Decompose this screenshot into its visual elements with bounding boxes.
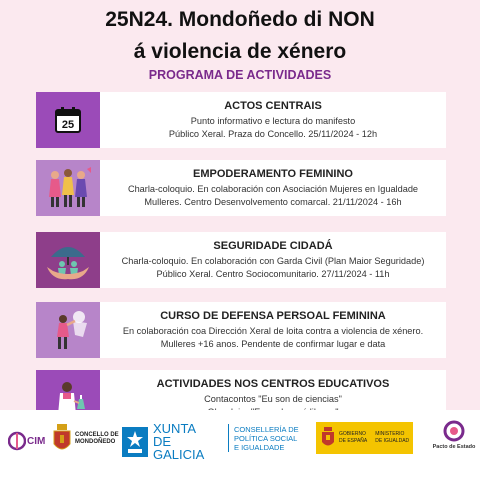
activity-icon-box bbox=[36, 232, 100, 288]
activity-line: En colaboración coa Dirección Xeral de loita contra a violencia de xénero. bbox=[122, 326, 424, 336]
sponsors-footer bbox=[0, 410, 480, 480]
title-line-1: 25N24. Mondoñedo di NON bbox=[105, 8, 375, 31]
activity-card-defensa-persoal bbox=[36, 302, 446, 358]
activity-line: Mulleres +16 anos. Pendente de confirmar lugar e data bbox=[160, 338, 386, 349]
ministerio-line-1: MINISTERIO bbox=[375, 431, 405, 437]
self-defense-icon bbox=[43, 307, 93, 353]
pacto-logo bbox=[434, 420, 474, 450]
cim-emblem-icon bbox=[8, 430, 26, 452]
calendar-icon bbox=[53, 105, 83, 135]
calendar-day: 25 bbox=[61, 119, 75, 131]
spain-coat-of-arms-icon bbox=[320, 427, 336, 449]
program-subtitle: PROGRAMA DE ACTIVIDADES bbox=[148, 68, 332, 82]
conselleria-line-3: E IGUALDADE bbox=[234, 442, 285, 452]
conselleria-line-1: CONSELLERÍA DE bbox=[234, 424, 299, 434]
pacto-text: Pacto de Estado bbox=[432, 444, 476, 450]
title-line-2: á violencia de xénero bbox=[133, 40, 347, 63]
activity-line: Contacontos "Eu son de ciencias" bbox=[204, 394, 342, 404]
activity-line: Punto informativo e lectura do manifesto bbox=[190, 116, 356, 126]
conselleria-line-2: POLÍTICA SOCIAL bbox=[234, 433, 298, 443]
activity-text bbox=[100, 232, 446, 288]
activity-title: EMPODERAMENTO FEMININO bbox=[193, 168, 353, 180]
ministerio-line-2: DE IGUALDAD bbox=[375, 438, 410, 444]
activity-title: ACTIVIDADES NOS CENTROS EDUCATIVOS bbox=[156, 378, 390, 390]
activity-line: Público Xeral. Centro Sociocomunitario. 27/11/2024 - 11h bbox=[156, 268, 390, 279]
activity-card-actos-centrais bbox=[36, 92, 446, 148]
cim-logo bbox=[8, 430, 45, 452]
activity-icon-box bbox=[36, 92, 100, 148]
umbrella-protection-icon bbox=[43, 237, 93, 283]
activity-line: Charla-coloquio. En colaboración con Asociación Mujeres en Igualdade bbox=[127, 184, 419, 194]
cim-text: CIM bbox=[27, 435, 46, 447]
activity-icon-box bbox=[36, 302, 100, 358]
pacto-emblem-icon bbox=[442, 420, 466, 442]
activity-text bbox=[100, 160, 446, 216]
concello-line-1: CONCELLO DE bbox=[75, 432, 119, 438]
activity-icon-box bbox=[36, 160, 100, 216]
activity-title: CURSO DE DEFENSA PERSOAL FEMININA bbox=[160, 310, 386, 322]
gobierno-line-2: DE ESPAÑA bbox=[339, 438, 368, 444]
conselleria-logo bbox=[228, 424, 299, 452]
activity-title: ACTOS CENTRAIS bbox=[224, 100, 322, 112]
concello-logo bbox=[52, 424, 119, 454]
activity-text bbox=[100, 92, 446, 148]
activity-text bbox=[100, 302, 446, 358]
page-title bbox=[0, 6, 480, 66]
activity-card-seguridade bbox=[36, 232, 446, 288]
concello-line-2: MONDOÑEDO bbox=[75, 439, 116, 445]
activity-title: SEGURIDADE CIDADÁ bbox=[213, 240, 333, 252]
gobierno-line-1: GOBIERNO bbox=[339, 431, 366, 437]
activity-card-empoderamento bbox=[36, 160, 446, 216]
xunta-text: XUNTA DE GALICIA bbox=[153, 421, 205, 462]
xunta-logo bbox=[122, 422, 215, 461]
activity-line: Público Xeral. Praza do Concello. 25/11/2024 - 12h bbox=[168, 128, 378, 139]
gobierno-logo bbox=[316, 422, 413, 454]
xunta-emblem-icon bbox=[122, 427, 148, 457]
activity-line: Charla-coloquio. En colaboración con Garda Civil (Plan Maior Seguridade) bbox=[121, 256, 425, 266]
women-group-icon bbox=[43, 165, 93, 211]
coat-of-arms-icon bbox=[52, 424, 72, 454]
activity-line: Mulleres. Centro Desenvolvemento comarcal. 21/11/2024 - 16h bbox=[144, 196, 402, 207]
